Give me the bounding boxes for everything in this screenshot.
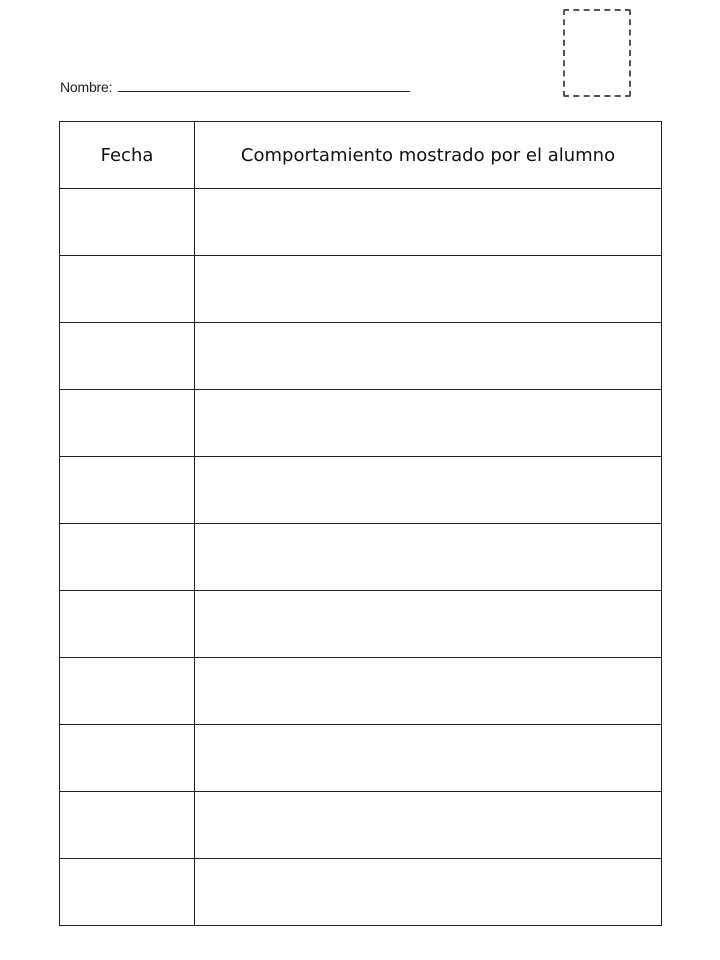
table-row	[60, 524, 662, 591]
table-row	[60, 457, 662, 524]
date-cell[interactable]	[60, 524, 195, 591]
behavior-log-table	[59, 121, 662, 926]
behavior-cell[interactable]	[195, 390, 662, 457]
date-cell[interactable]	[60, 725, 195, 792]
table-body	[60, 189, 662, 926]
date-column-header: Fecha	[60, 122, 195, 189]
behavior-cell[interactable]	[195, 859, 662, 926]
table-row	[60, 591, 662, 658]
behavior-cell[interactable]	[195, 792, 662, 859]
table-row	[60, 189, 662, 256]
behavior-cell[interactable]	[195, 658, 662, 725]
behavior-cell[interactable]	[195, 256, 662, 323]
behavior-cell[interactable]	[195, 725, 662, 792]
table-row	[60, 792, 662, 859]
date-cell[interactable]	[60, 658, 195, 725]
table-row	[60, 323, 662, 390]
name-label: Nombre:	[60, 79, 113, 95]
header-row	[60, 122, 662, 189]
behavior-cell[interactable]	[195, 524, 662, 591]
behavior-cell[interactable]	[195, 323, 662, 390]
date-cell[interactable]	[60, 792, 195, 859]
date-cell[interactable]	[60, 189, 195, 256]
photo-box	[563, 9, 631, 97]
date-cell[interactable]	[60, 859, 195, 926]
name-line[interactable]	[118, 91, 410, 92]
table-row	[60, 256, 662, 323]
table-row	[60, 390, 662, 457]
table-row	[60, 859, 662, 926]
date-cell[interactable]	[60, 390, 195, 457]
date-cell[interactable]	[60, 256, 195, 323]
name-field	[60, 74, 420, 96]
behavior-cell[interactable]	[195, 189, 662, 256]
date-cell[interactable]	[60, 591, 195, 658]
table-row	[60, 725, 662, 792]
date-cell[interactable]	[60, 457, 195, 524]
table-row	[60, 658, 662, 725]
behavior-cell[interactable]	[195, 591, 662, 658]
date-cell[interactable]	[60, 323, 195, 390]
behavior-cell[interactable]	[195, 457, 662, 524]
behavior-column-header: Comportamiento mostrado por el alumno	[195, 122, 662, 189]
